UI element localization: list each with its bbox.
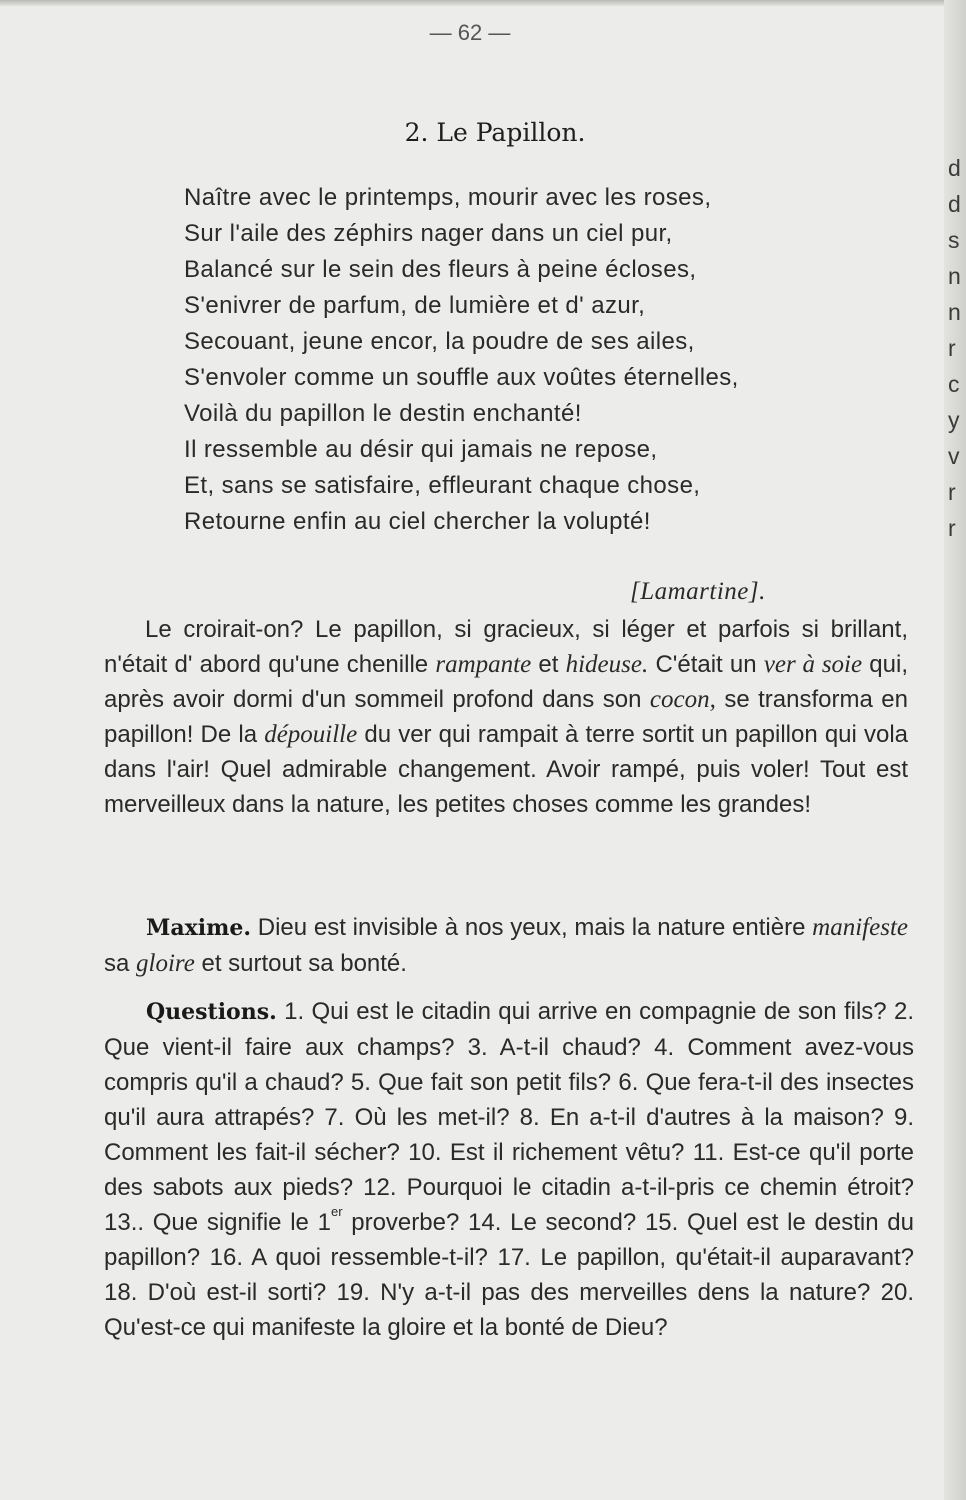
poem-attribution: [Lamartine].	[630, 578, 766, 605]
questions-paragraph	[104, 994, 914, 1345]
prose-segment: et	[531, 651, 566, 678]
questions-segment: proverbe? 14. Le second? 15. Quel est le destin du papillon? 16. A quoi ressemble-t-il? 17. Le papillon, qu'était-il auparavant? 18. D'où est-il sorti? 19. N'y a-t-il pas des merveilles dens la nature? 20. Qu'est-ce qui manifeste la gloire et la bonté de Dieu?	[104, 1209, 914, 1341]
edge-letter: r	[948, 515, 956, 541]
prose-segment: C'était un	[648, 651, 764, 678]
emphasis-word: cocon,	[649, 686, 716, 713]
edge-letter: d	[948, 191, 961, 217]
emphasis-word: manifeste	[812, 914, 908, 941]
edge-letter: r	[948, 479, 956, 505]
prose-text	[104, 612, 908, 822]
prose-segment: Le croirait-on? Le papillon, si gracieux, si léger et parfois si brillant, n'était d' abord qu'une chenille	[104, 616, 908, 678]
poem-verse: S'enivrer de parfum, de lumière et d' azur,	[184, 292, 646, 319]
edge-letter: d	[948, 155, 961, 181]
poem	[184, 180, 864, 540]
poem-verse: S'envoler comme un souffle aux voûtes éternelles,	[184, 364, 739, 391]
emphasis-word: ver à soie	[763, 651, 863, 678]
prose-segment: se transforma en papillon! De la	[104, 686, 909, 748]
questions-text	[104, 994, 914, 1345]
page-number: — 62 —	[429, 20, 511, 45]
prose-segment: qui, après avoir dormi d'un sommeil profond dans son	[104, 651, 908, 713]
poem-verse: Balancé sur le sein des fleurs à peine écloses,	[184, 256, 697, 283]
poem-verse: Retourne enfin au ciel chercher la volupté!	[184, 508, 651, 535]
next-page-edge-letters	[948, 150, 966, 546]
edge-letter: y	[948, 407, 960, 433]
edge-letter: c	[948, 371, 960, 397]
questions-segment: 1. Qui est le citadin qui arrive en compagnie de son fils? 2. Que vient-il faire aux champs? 3. A-t-il chaud? 4. Comment avez-vous compris qu'il a chaud? 5. Que fait son petit fils? 6. Que fera-t-il des insectes qu'il aura attrapés? 7. Où les met-il? 8. En a-t-il d'autres à la maison? 9. Comment les fait-il sécher? 10. Est il richement vêtu? 11. Est-ce qu'il porte des sabots aux pieds? 12. Pourquoi le citadin a-t-il-pris ce chemin étroit? 13.. Que signifie le 1	[104, 998, 914, 1236]
questions-label: Questions.	[146, 999, 277, 1025]
edge-letter: s	[948, 227, 960, 253]
poem-title: 2. Le Papillon.	[404, 118, 586, 147]
edge-letter: v	[948, 443, 960, 469]
maxim-text	[104, 910, 908, 981]
edge-letter: n	[948, 263, 961, 289]
prose-paragraph	[104, 612, 908, 822]
poem-verse: Naître avec le printemps, mourir avec les roses,	[184, 184, 712, 211]
emphasis-word: dépouille	[264, 721, 358, 748]
poem-verse: Sur l'aile des zéphirs nager dans un ciel pur,	[184, 220, 673, 247]
maxim-paragraph	[104, 910, 908, 981]
emphasis-word: hideuse.	[565, 651, 649, 678]
emphasis-word: rampante	[435, 651, 532, 678]
page-top-edge	[0, 0, 966, 6]
emphasis-word: gloire	[136, 950, 195, 977]
poem-verse: Secouant, jeune encor, la poudre de ses ailes,	[184, 328, 695, 355]
poem-verse: Voilà du papillon le destin enchanté!	[184, 400, 582, 427]
prose-segment: du ver qui rampait à terre sortit un papillon qui vola dans l'air! Quel admirable changement. Avoir rampé, puis voler! Tout est merveilleux dans la nature, les petites choses comme les grandes!	[104, 721, 909, 818]
edge-letter: r	[948, 335, 956, 361]
maxim-segment: et surtout sa bonté.	[194, 950, 407, 977]
maxim-segment: sa	[104, 950, 137, 977]
maxim-segment: Dieu est invisible à nos yeux, mais la nature entière	[251, 914, 813, 941]
poem-verse: Il ressemble au désir qui jamais ne repose,	[184, 436, 658, 463]
edge-letter: n	[948, 299, 961, 325]
poem-verse: Et, sans se satisfaire, effleurant chaque chose,	[184, 472, 701, 499]
ordinal-superscript: er	[330, 1204, 343, 1219]
maxim-label: Maxime.	[146, 915, 252, 941]
